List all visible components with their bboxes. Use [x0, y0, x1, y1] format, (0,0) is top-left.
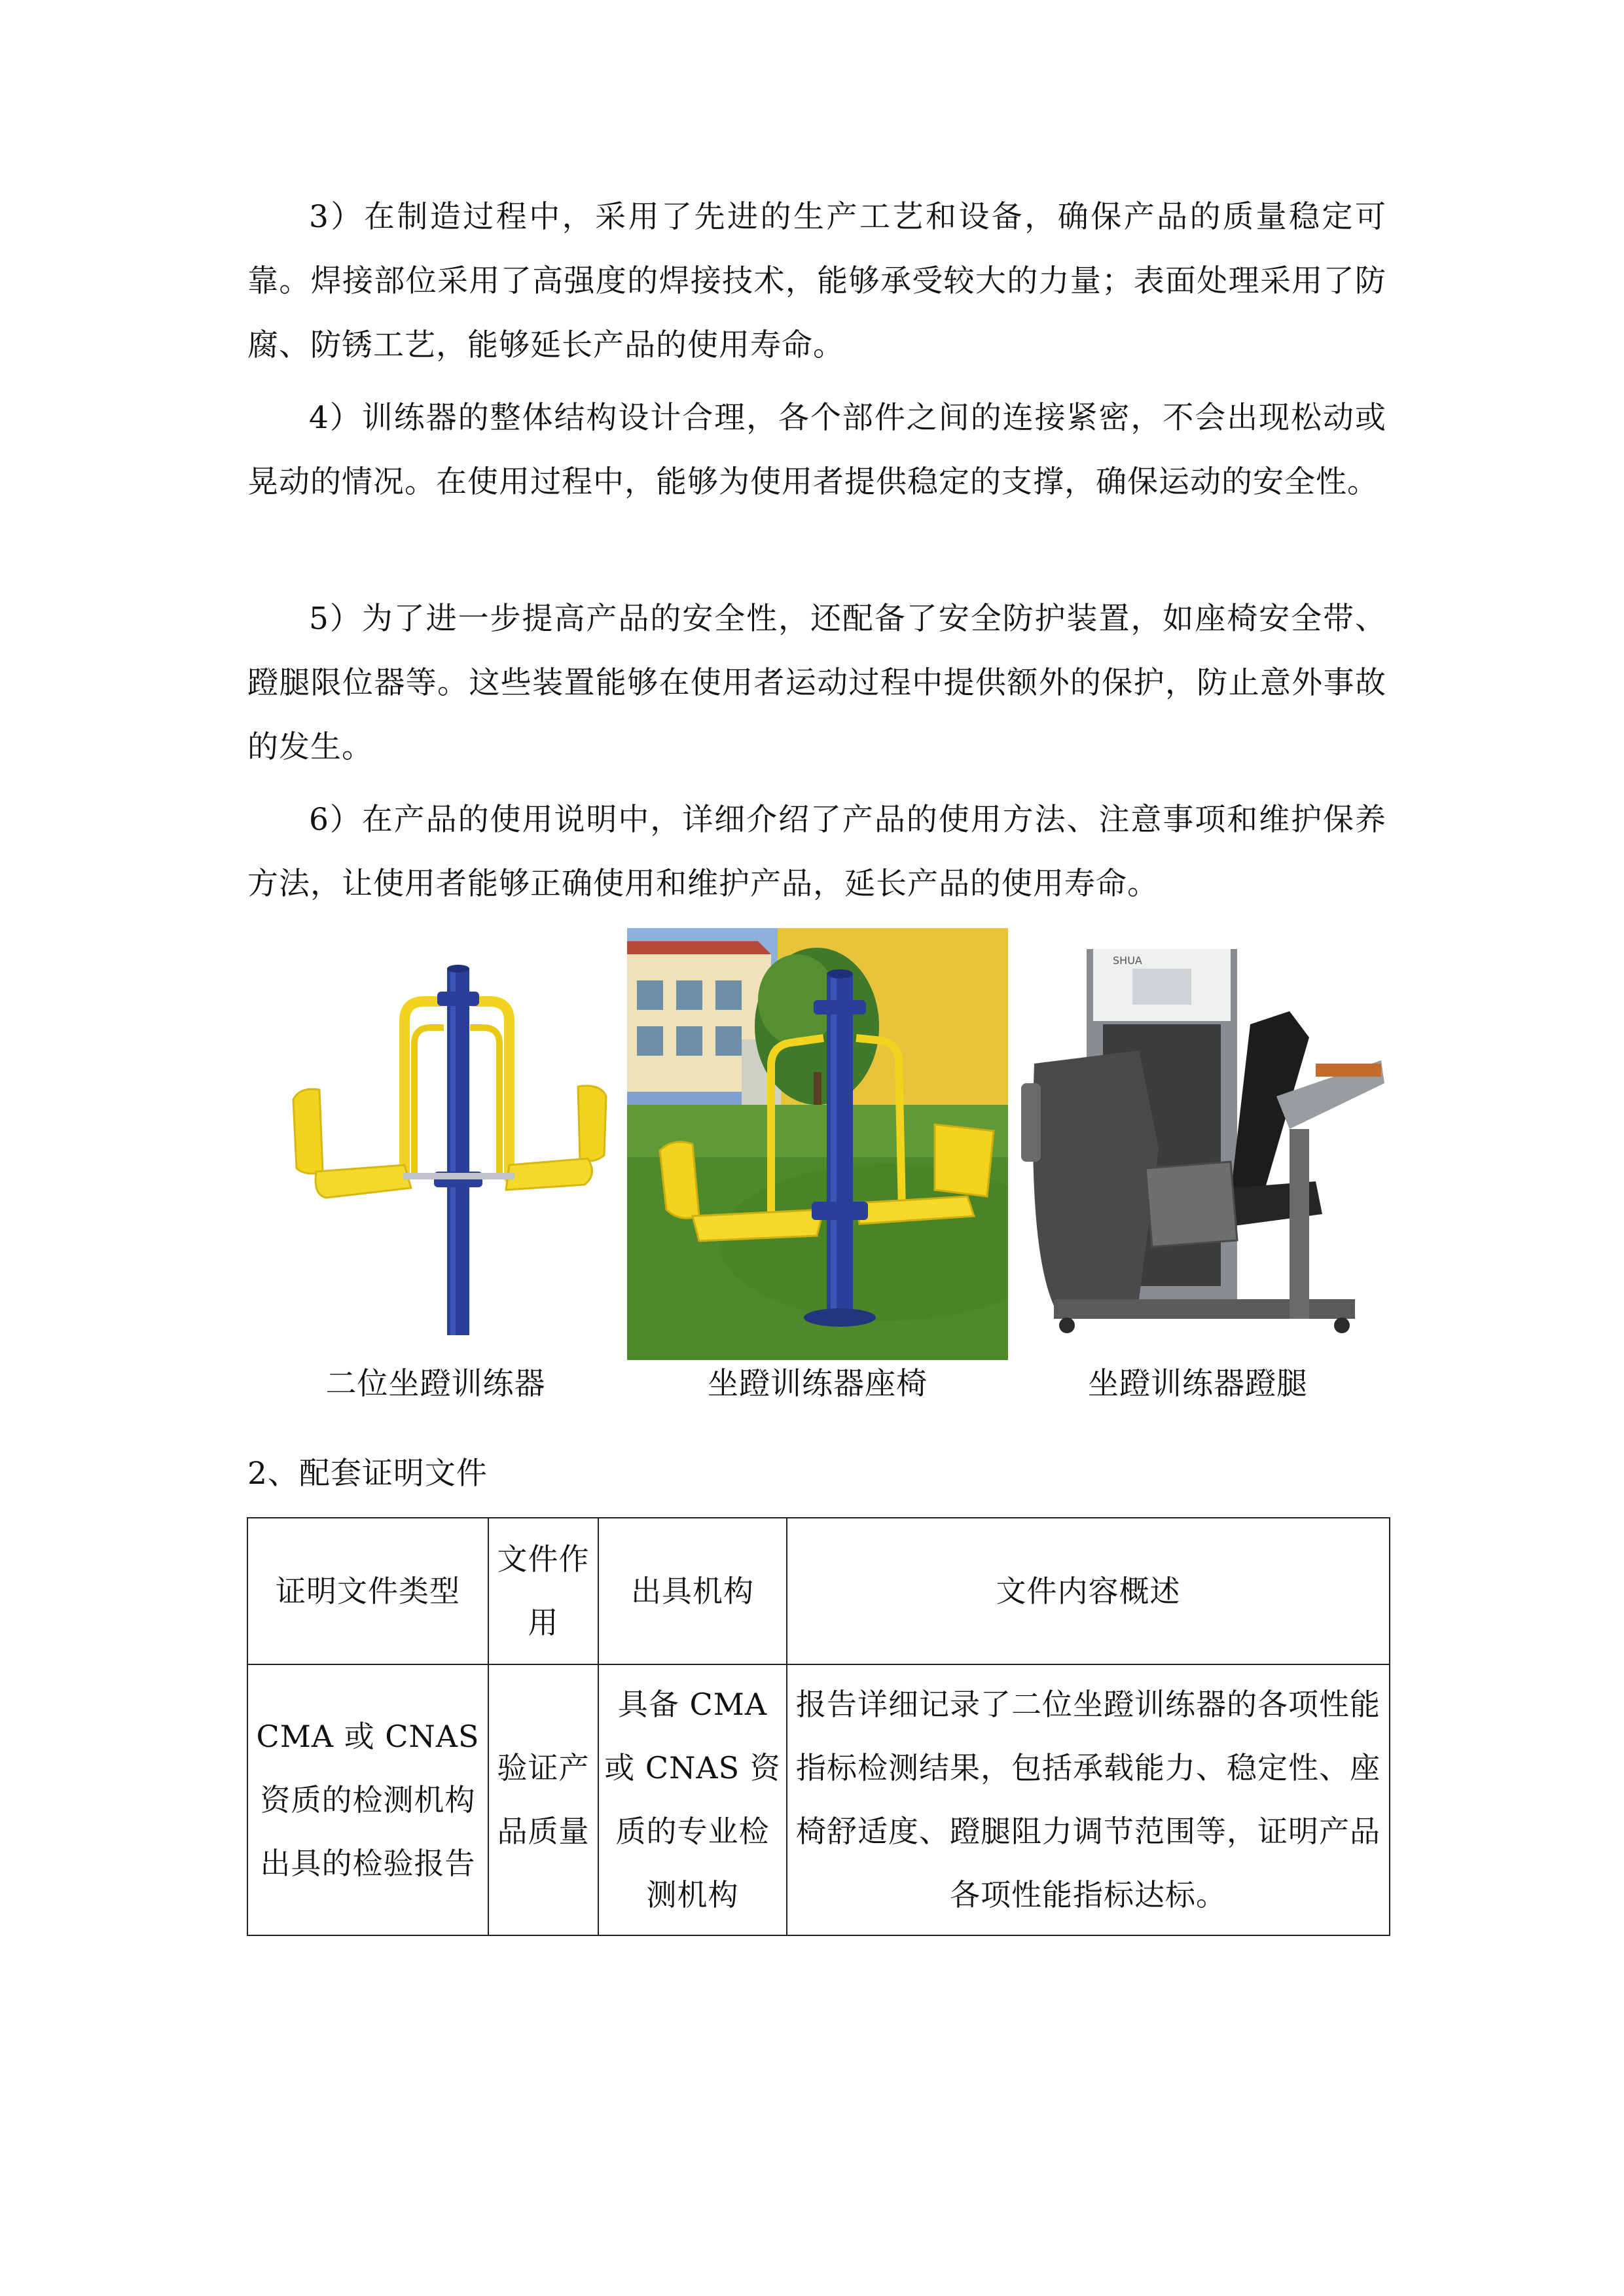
table-header-cell: 证明文件类型	[247, 1518, 488, 1664]
paragraph-4: 4）训练器的整体结构设计合理，各个部件之间的连接紧密，不会出现松动或晃动的情况。在使用过程中，能够为使用者提供稳定的支撑，确保运动的安全性。	[247, 400, 1386, 500]
table-cell-summary: 报告详细记录了二位坐蹬训练器的各项性能指标检测结果，包括承载能力、稳定性、座椅舒适度、蹬腿阻力调节范围等，证明产品各项性能指标达标。	[787, 1664, 1390, 1935]
figure-caption-3: 坐蹬训练器蹬腿	[1088, 1366, 1308, 1402]
table-header-cell: 出具机构	[598, 1518, 787, 1664]
machine-logo-text: SHUA	[1113, 954, 1142, 967]
figure-caption-1: 二位坐蹬训练器	[325, 1366, 546, 1402]
table-header-row	[247, 1518, 1390, 1664]
paragraph-6: 6）在产品的使用说明中，详细介绍了产品的使用方法、注意事项和维护保养方法，让使用者能够正确使用和维护产品，延长产品的使用寿命。	[247, 802, 1386, 902]
certificate-table	[247, 1517, 1390, 1936]
table-cell-purpose: 验证产品质量	[488, 1664, 598, 1935]
table-cell-document-type: CMA 或 CNAS 资质的检测机构出具的检验报告	[247, 1664, 488, 1935]
paragraph-5: 5）为了进一步提高产品的安全性，还配备了安全防护装置，如座椅安全带、蹬腿限位器等。这些装置能够在使用者运动过程中提供额外的保护，防止意外事故的发生。	[247, 601, 1386, 765]
gym-leg-press-machine-photo	[1015, 933, 1388, 1352]
table-header-cell: 文件内容概述	[787, 1518, 1390, 1664]
paragraph-3: 3）在制造过程中，采用了先进的生产工艺和设备，确保产品的质量稳定可靠。焊接部位采用了高强度的焊接技术，能够承受较大的力量；表面处理采用了防腐、防锈工艺，能够延长产品的使用寿命。	[247, 199, 1386, 363]
section-heading: 2、配套证明文件	[247, 1456, 488, 1492]
table-row	[247, 1664, 1390, 1935]
outdoor-two-seat-leg-press-image	[247, 929, 624, 1335]
table-cell-issuer: 具备 CMA 或 CNAS 资质的专业检测机构	[598, 1664, 787, 1935]
figure-caption-2: 坐蹬训练器座椅	[708, 1366, 928, 1402]
outdoor-leg-press-seat-photo	[627, 928, 1008, 1360]
table-header-cell: 文件作用	[488, 1518, 598, 1664]
